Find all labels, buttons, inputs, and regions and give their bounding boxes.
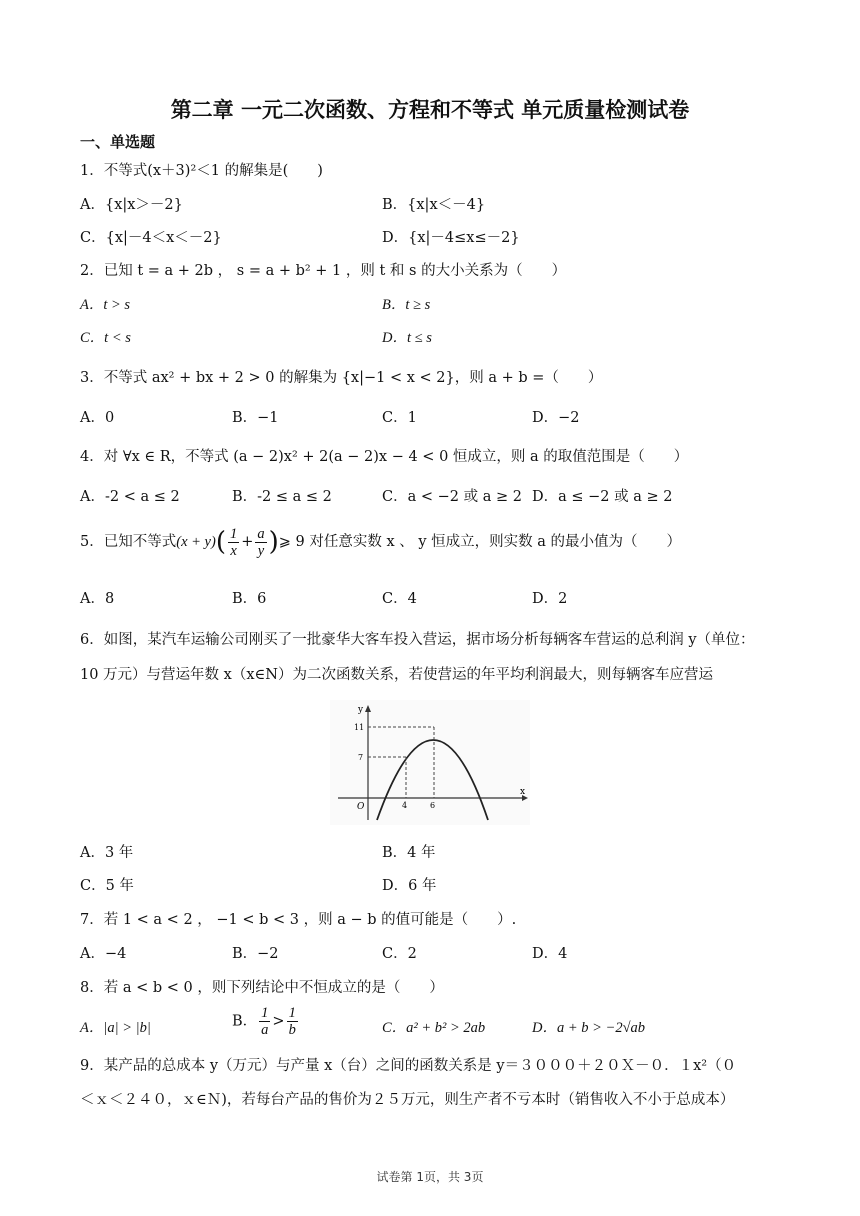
- page-footer: 试卷第 1页，共 3页: [376, 1170, 484, 1184]
- option-b-label: B．: [232, 1013, 258, 1030]
- question-5-option-d: D．2: [532, 591, 568, 607]
- question-1-option-a: A．{x|x＞－2}: [80, 197, 183, 213]
- tick-4: 4: [402, 801, 408, 810]
- left-paren: (: [215, 527, 226, 557]
- tick-6: 6: [430, 801, 436, 810]
- question-6-option-c: C．5 年: [80, 878, 134, 894]
- question-7-option-b: B．−2: [232, 946, 279, 962]
- fraction-numerator: a: [257, 525, 265, 542]
- question-7-option-c: C．2: [382, 946, 417, 962]
- question-2-stem: 2．已知 t = a + 2b ， s = a + b² + 1 ，则 t 和 s 的大小关系为（ ）: [80, 263, 567, 279]
- question-8-stem: 8．若 a < b < 0 ，则下列结论中不恒成立的是（ ）: [80, 980, 444, 996]
- plus-sign: +: [241, 534, 254, 550]
- question-5-expr-left: (x + y): [176, 534, 216, 550]
- question-5-option-a: A．8: [80, 591, 115, 607]
- fraction-1-over-x: [228, 526, 239, 559]
- question-1-option-d: D．{x|－4≤x≤－2}: [382, 230, 520, 246]
- question-3-option-c: C．1: [382, 410, 417, 426]
- x-axis-label: x: [520, 787, 526, 797]
- question-9-line-1: 9．某产品的总成本 y（万元）与产量 x（台）之间的函数关系是 y＝３０００＋２０Ｘ－０．１x²（０: [80, 1058, 737, 1074]
- fraction-1-over-b: [287, 1005, 298, 1038]
- fraction-numerator: 1: [229, 525, 238, 542]
- question-4-option-a: A．-2 < a ≤ 2: [80, 489, 180, 505]
- question-8-option-d: D．a + b > −2√ab: [532, 1020, 646, 1036]
- question-1-option-b: B．{x|x＜－4}: [382, 197, 486, 213]
- question-2-option-a: A．t > s: [80, 297, 131, 313]
- question-2-option-b: B．t ≥ s: [382, 297, 431, 313]
- fraction-numerator: 1: [288, 1005, 296, 1021]
- fraction-denominator: x: [230, 542, 237, 559]
- question-8-option-b: [232, 1005, 300, 1038]
- question-6-option-a: A．3 年: [80, 845, 134, 861]
- question-5-stem-pre: 5．已知不等式: [80, 534, 177, 550]
- question-8-option-c: C．a² + b² > 2ab: [382, 1020, 486, 1036]
- profit-graph: [330, 700, 530, 825]
- origin-label: O: [357, 802, 365, 812]
- question-3-stem: 3．不等式 ax² + bx + 2 > 0 的解集为 {x|−1 < x < 2}，则 a + b =（ ）: [80, 370, 603, 386]
- question-5-option-b: B．6: [232, 591, 267, 607]
- question-5-stem-post: ⩾ 9 对任意实数 x 、 y 恒成立，则实数 a 的最小值为（ ）: [278, 534, 682, 550]
- question-6-line-1: 6．如图，某汽车运输公司刚买了一批豪华大客车投入营运，据市场分析每辆客车营运的总利润 y（单位：: [80, 632, 755, 648]
- question-6-line-2: 10 万元）与营运年数 x（x∈N）为二次函数关系，若使营运的年平均利润最大，则每辆客车应营运: [80, 667, 713, 683]
- tick-7: 7: [358, 753, 364, 762]
- question-3-option-b: B．−1: [232, 410, 279, 426]
- fraction-denominator: y: [257, 542, 265, 559]
- question-9-line-2: ＜ｘ＜２４０，ｘ∈Ｎ)，若每台产品的售价为２５万元，则生产者不亏本时（销售收入不小于总成本）: [80, 1092, 735, 1108]
- question-3-option-a: A．0: [80, 410, 115, 426]
- question-2-option-c: C．t < s: [80, 330, 131, 346]
- question-6-option-b: B．4 年: [382, 845, 436, 861]
- question-4-option-c: C．a < −2 或 a ≥ 2: [382, 489, 522, 505]
- fraction-denominator: a: [261, 1022, 269, 1038]
- question-7-option-d: D．4: [532, 946, 568, 962]
- question-1-option-c: C．{x|－4＜x＜－2}: [80, 230, 222, 246]
- fraction-a-over-y: [255, 526, 266, 559]
- section-heading: 一、单选题: [80, 133, 156, 151]
- fraction-denominator: b: [288, 1022, 296, 1038]
- question-6-option-d: D．6 年: [382, 878, 437, 894]
- y-axis-label: y: [358, 705, 364, 715]
- greater-than-sign: >: [272, 1013, 285, 1030]
- question-5-stem: [80, 522, 681, 562]
- question-4-option-d: D．a ≤ −2 或 a ≥ 2: [532, 489, 673, 505]
- question-1-stem: 1．不等式(x＋3)²＜1 的解集是( ): [80, 163, 323, 179]
- question-7-option-a: A．−4: [80, 946, 127, 962]
- question-2-option-d: D．t ≤ s: [382, 330, 432, 346]
- question-5-option-c: C．4: [382, 591, 417, 607]
- fraction-1-over-a: [259, 1005, 270, 1038]
- fraction-numerator: 1: [261, 1005, 269, 1021]
- question-4-stem: 4．对 ∀x ∈ R，不等式 (a − 2)x² + 2(a − 2)x − 4 < 0 恒成立，则 a 的取值范围是（ ）: [80, 449, 689, 465]
- exam-title: 第二章 一元二次函数、方程和不等式 单元质量检测试卷: [170, 98, 690, 122]
- question-8-option-a: A．|a| > |b|: [80, 1020, 151, 1036]
- question-7-stem: 7．若 1 < a < 2 ， −1 < b < 3 ，则 a − b 的值可能是（ ）.: [80, 912, 517, 928]
- question-4-option-b: B．-2 ≤ a ≤ 2: [232, 489, 332, 505]
- question-3-option-d: D．−2: [532, 410, 580, 426]
- tick-11: 11: [354, 723, 365, 732]
- right-paren: ): [268, 527, 279, 557]
